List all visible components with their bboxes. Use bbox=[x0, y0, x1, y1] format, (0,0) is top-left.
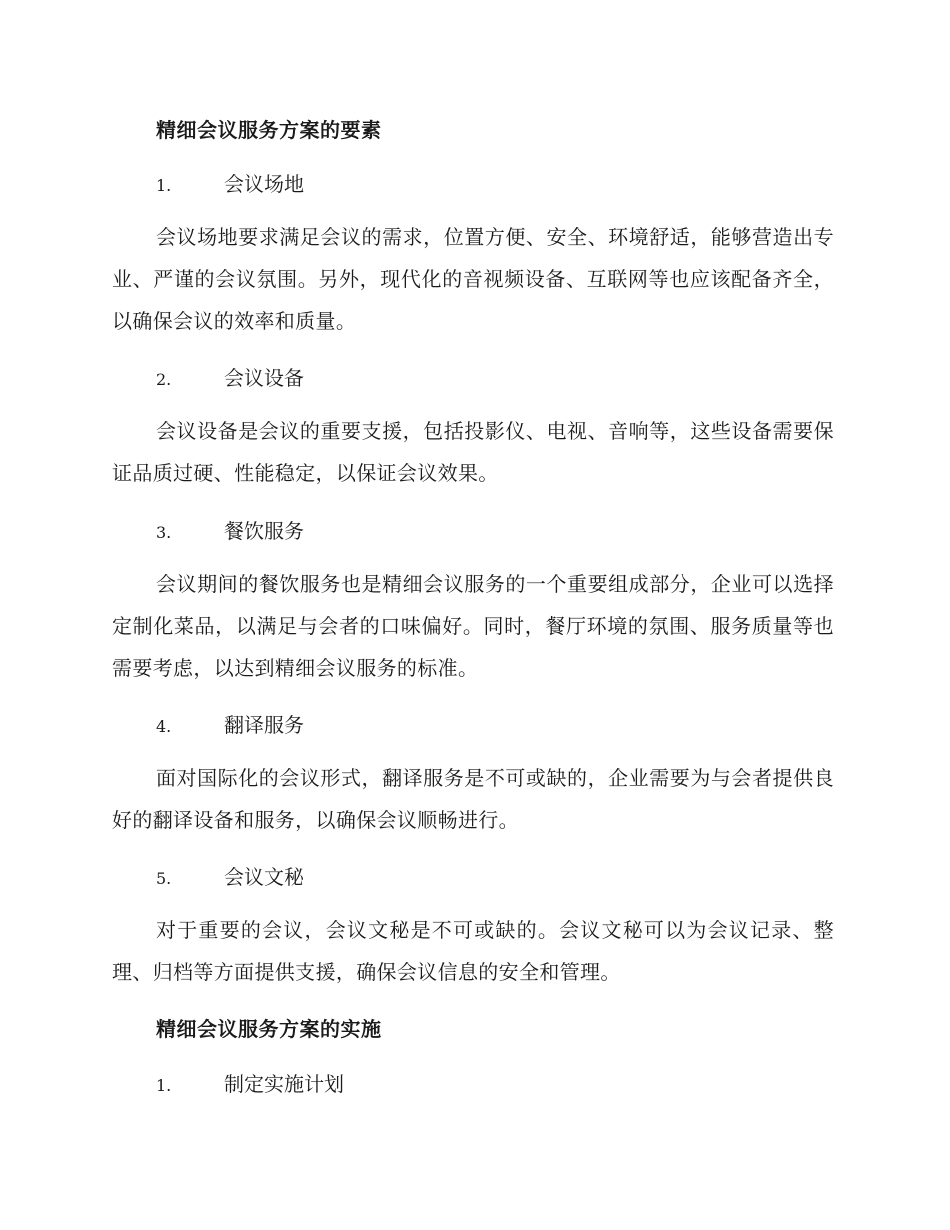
list-title: 翻译服务 bbox=[224, 713, 304, 737]
list-item-venue bbox=[156, 168, 304, 197]
list-number: 1. bbox=[156, 176, 172, 195]
list-item-catering bbox=[156, 515, 304, 544]
list-title: 会议设备 bbox=[224, 366, 304, 390]
paragraph-translation: 面对国际化的会议形式，翻译服务是不可或缺的，企业需要为与会者提供良好的翻译设备和服务，以确保会议顺畅进行。 bbox=[112, 766, 834, 832]
paragraph-venue: 会议场地要求满足会议的需求，位置方便、安全、环境舒适，能够营造出专业、严谨的会议氛围。另外，现代化的音视频设备、互联网等也应该配备齐全，以确保会议的效率和质量。 bbox=[112, 225, 834, 333]
paragraph-equipment: 会议设备是会议的重要支援，包括投影仪、电视、音响等，这些设备需要保证品质过硬、性能稳定，以保证会议效果。 bbox=[112, 419, 834, 485]
list-item-translation bbox=[156, 709, 304, 738]
list-number: 1. bbox=[156, 1076, 172, 1095]
section-heading-implementation: 精细会议服务方案的实施 bbox=[156, 1017, 382, 1041]
list-title: 会议场地 bbox=[224, 172, 304, 196]
list-item-plan bbox=[156, 1068, 344, 1097]
list-number: 2. bbox=[156, 370, 172, 389]
list-title: 会议文秘 bbox=[224, 865, 304, 889]
section-heading-elements: 精细会议服务方案的要素 bbox=[156, 118, 382, 142]
list-title: 制定实施计划 bbox=[224, 1072, 344, 1096]
paragraph-secretary: 对于重要的会议，会议文秘是不可或缺的。会议文秘可以为会议记录、整理、归档等方面提供支援，确保会议信息的安全和管理。 bbox=[112, 918, 834, 984]
list-number: 3. bbox=[156, 523, 172, 542]
list-title: 餐饮服务 bbox=[224, 519, 304, 543]
list-item-secretary bbox=[156, 861, 304, 890]
list-number: 5. bbox=[156, 869, 172, 888]
paragraph-catering: 会议期间的餐饮服务也是精细会议服务的一个重要组成部分，企业可以选择定制化菜品，以满足与会者的口味偏好。同时，餐厅环境的氛围、服务质量等也需要考虑，以达到精细会议服务的标准。 bbox=[112, 572, 834, 680]
list-item-equipment bbox=[156, 362, 304, 391]
list-number: 4. bbox=[156, 717, 172, 736]
